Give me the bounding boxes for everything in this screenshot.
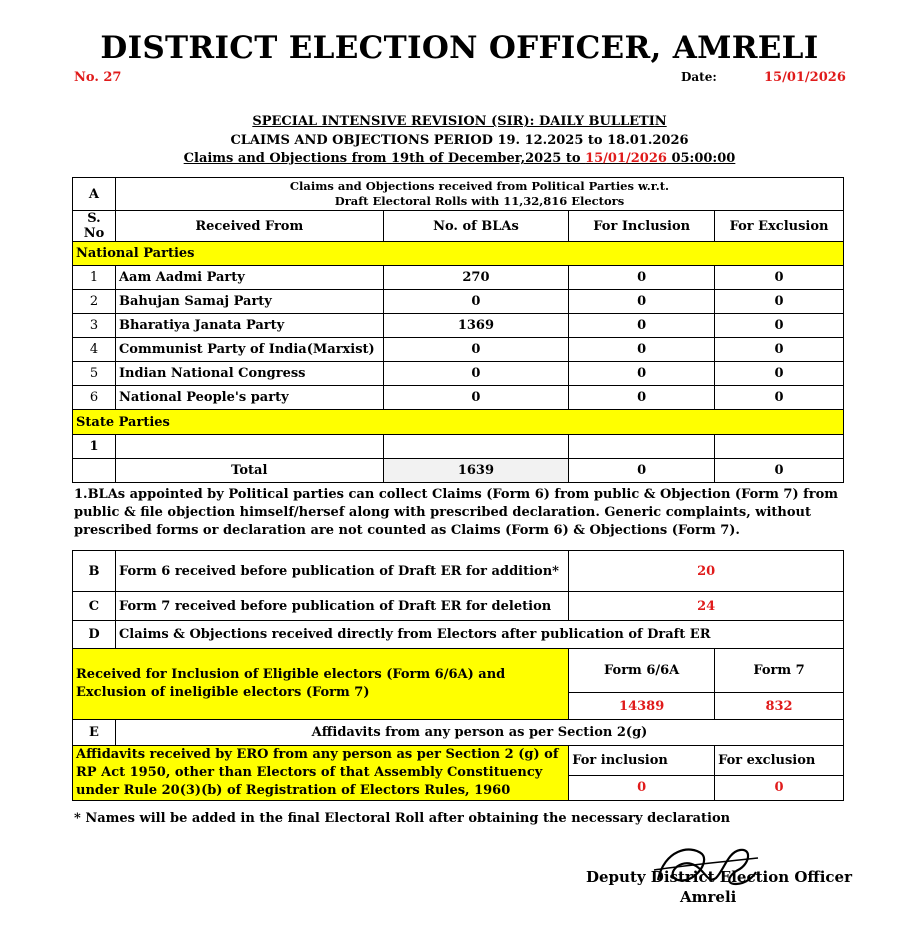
row-party: National People's party [115, 386, 383, 410]
date-value: 15/01/2026 [764, 70, 846, 85]
claims-period-time: 05:00:00 [666, 151, 736, 166]
row-party: Bharatiya Janata Party [115, 314, 383, 338]
row-sno: 1 [73, 266, 116, 290]
row-inclusion: 0 [569, 338, 715, 362]
row-sno: 6 [73, 386, 116, 410]
table-row [73, 266, 844, 290]
row-blas: 0 [383, 362, 569, 386]
section-e-letter: E [73, 720, 116, 746]
table-row [73, 290, 844, 314]
row-inclusion [569, 435, 715, 459]
signature-designation: Deputy District Election Officer [586, 868, 853, 886]
section-c-letter: C [73, 592, 116, 621]
total-inclusion: 0 [569, 459, 715, 483]
section-d-text: Claims & Objections received directly from Electors after publication of Draft ER [115, 621, 843, 649]
section-d-form7-value: 832 [715, 693, 844, 720]
section-d-description: Received for Inclusion of Eligible electors (Form 6/6A) and Exclusion of ineligible electors (Form 7) [73, 649, 569, 720]
section-e-inclusion-value: 0 [569, 775, 715, 800]
row-exclusion: 0 [715, 266, 844, 290]
row-sno: 4 [73, 338, 116, 362]
table-row [73, 386, 844, 410]
row-exclusion [715, 435, 844, 459]
section-b-letter: B [73, 551, 116, 592]
row-inclusion: 0 [569, 290, 715, 314]
row-blas: 0 [383, 290, 569, 314]
note-bla: 1.BLAs appointed by Political parties can collect Claims (Form 6) from public & Objection (Form 7) from public & file objection himself/hersef along with prescribed declaration. Generic complaints, without prescribed forms or declaration are not counted as Claims (Form 6) & Objections (Form 7). [74, 487, 838, 538]
row-party: Bahujan Samaj Party [115, 290, 383, 314]
table-political-parties [72, 177, 844, 483]
section-d-col-form6: Form 6/6A [569, 649, 715, 693]
section-d-letter: D [73, 621, 116, 649]
section-e-col-exclusion: For exclusion [715, 746, 844, 776]
row-blas: 0 [383, 338, 569, 362]
column-header: For Inclusion [569, 211, 715, 242]
section-e-description: Affidavits received by ERO from any person as per Section 2 (g) of RP Act 1950, other than Electors of that Assembly Constituency under Rule 20(3)(b) of Registration of Electors Rules, 1960 [73, 746, 569, 801]
row-sno: 1 [73, 435, 116, 459]
row-exclusion: 0 [715, 314, 844, 338]
row-blas [383, 435, 569, 459]
section-b-text: Form 6 received before publication of Draft ER for addition* [115, 551, 568, 592]
column-header: For Exclusion [715, 211, 844, 242]
row-party: Communist Party of India(Marxist) [115, 338, 383, 362]
claims-period-date: 15/01/2026 [585, 151, 667, 166]
row-inclusion: 0 [569, 386, 715, 410]
row-sno: 2 [73, 290, 116, 314]
row-inclusion: 0 [569, 266, 715, 290]
section-b-value: 20 [569, 551, 844, 592]
total-exclusion: 0 [715, 459, 844, 483]
period-heading: CLAIMS AND OBJECTIONS PERIOD 19. 12.2025 to 18.01.2026 [230, 133, 689, 148]
column-header: Received From [115, 211, 383, 242]
section-a-letter: A [73, 178, 116, 211]
row-party: Indian National Congress [115, 362, 383, 386]
page-title: DISTRICT ELECTION OFFICER, AMRELI [100, 30, 819, 66]
claims-period-prefix: Claims and Objections from 19th of December,2025 to [183, 151, 586, 166]
section-e-exclusion-value: 0 [715, 775, 844, 800]
row-exclusion: 0 [715, 290, 844, 314]
total-blas: 1639 [383, 459, 569, 483]
section-d-form6-value: 14389 [569, 693, 715, 720]
table-row [73, 314, 844, 338]
row-party: Aam Aadmi Party [115, 266, 383, 290]
table-row [73, 362, 844, 386]
row-inclusion: 0 [569, 362, 715, 386]
bulletin-heading: SPECIAL INTENSIVE REVISION (SIR): DAILY BULLETIN [252, 114, 667, 129]
section-a-heading-line1: Claims and Objections received from Political Parties w.r.t. [289, 179, 670, 193]
section-c-text: Form 7 received before publication of Draft ER for deletion [115, 592, 568, 621]
table-row [73, 338, 844, 362]
row-blas: 1369 [383, 314, 569, 338]
section-e-text: Affidavits from any person as per Section 2(g) [115, 720, 843, 746]
total-row [73, 459, 844, 483]
signature-place: Amreli [680, 888, 737, 906]
section-c-value: 24 [569, 592, 844, 621]
row-exclusion: 0 [715, 338, 844, 362]
section-e-col-inclusion: For inclusion [569, 746, 715, 776]
row-inclusion: 0 [569, 314, 715, 338]
row-blas: 0 [383, 386, 569, 410]
table-row [73, 435, 844, 459]
row-exclusion: 0 [715, 386, 844, 410]
table-claims-objections [72, 550, 844, 801]
state-parties-label: State Parties [73, 410, 844, 435]
row-sno: 5 [73, 362, 116, 386]
section-d-col-form7: Form 7 [715, 649, 844, 693]
column-header: No. of BLAs [383, 211, 569, 242]
row-exclusion: 0 [715, 362, 844, 386]
row-blas: 270 [383, 266, 569, 290]
bulletin-number: No. 27 [74, 70, 122, 85]
total-empty-cell [73, 459, 116, 483]
claims-period-line [0, 151, 919, 166]
section-a-heading [115, 178, 843, 211]
total-label: Total [115, 459, 383, 483]
section-a-heading-line2: Draft Electoral Rolls with 11,32,816 Electors [334, 194, 625, 208]
footnote: * Names will be added in the final Electoral Roll after obtaining the necessary declaration [74, 811, 731, 826]
date-label: Date: [681, 70, 717, 84]
national-parties-label: National Parties [73, 242, 844, 266]
column-header: S. No [73, 211, 116, 242]
row-party [115, 435, 383, 459]
row-sno: 3 [73, 314, 116, 338]
